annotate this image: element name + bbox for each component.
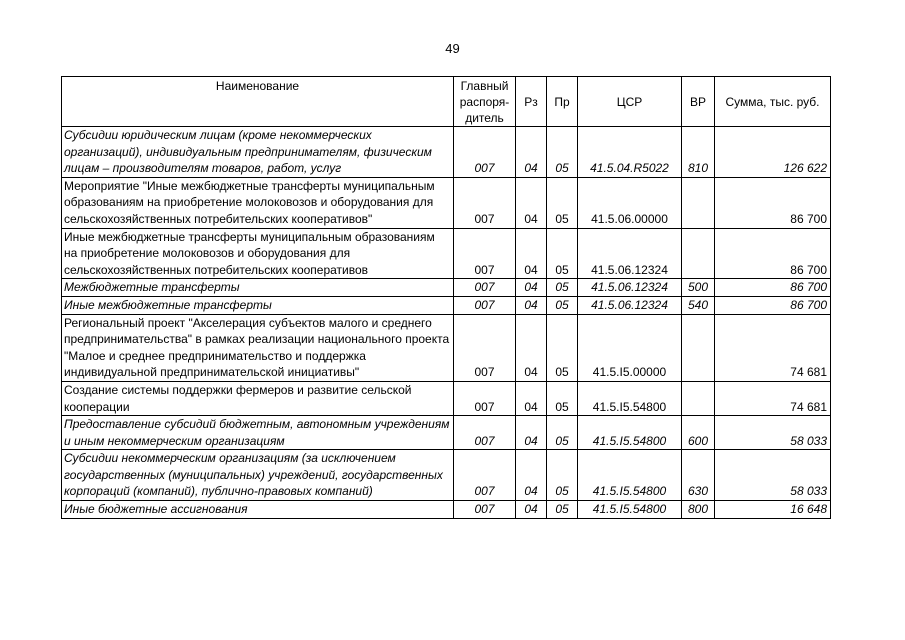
table-row (62, 314, 831, 381)
table-row (62, 228, 831, 279)
row-name: Субсидии юридическим лицам (кроме некоммерческих организаций), индивидуальным предпринимателям, физическим лицам – производителям товаров, работ, услуг (62, 127, 454, 178)
row-name: Иные межбюджетные трансферты (62, 296, 454, 314)
row-name: Региональный проект "Акселерация субъектов малого и среднего предпринимательства" в рамках реализации национального проекта "Малое и среднее предпринимательство и поддержка индивидуальной предпринимательской инициативы" (62, 314, 454, 381)
row-amount: 16 648 (715, 501, 831, 519)
row-name: Иные бюджетные ассигнования (62, 501, 454, 519)
row-subsection: 05 (547, 228, 578, 279)
row-main-manager: 007 (454, 450, 516, 501)
row-subsection: 05 (547, 501, 578, 519)
row-subsection: 05 (547, 450, 578, 501)
table-row (62, 450, 831, 501)
budget-table (61, 76, 831, 519)
row-target-article: 41.5.06.00000 (578, 177, 682, 228)
row-amount: 58 033 (715, 450, 831, 501)
row-expense-type: 500 (682, 279, 715, 297)
row-section: 04 (516, 296, 547, 314)
row-amount: 86 700 (715, 296, 831, 314)
row-section: 04 (516, 279, 547, 297)
row-target-article: 41.5.I5.00000 (578, 314, 682, 381)
row-name: Иные межбюджетные трансферты муниципальным образованиям на приобретение молоковозов и оборудования для сельскохозяйственных потребительских кооперативов (62, 228, 454, 279)
header-subsection: Пр (547, 77, 578, 127)
row-target-article: 41.5.06.12324 (578, 228, 682, 279)
row-main-manager: 007 (454, 296, 516, 314)
row-name: Предоставление субсидий бюджетным, автономным учреждениям и иным некоммерческим организациям (62, 416, 454, 450)
row-section: 04 (516, 416, 547, 450)
row-subsection: 05 (547, 314, 578, 381)
row-section: 04 (516, 127, 547, 178)
row-section: 04 (516, 450, 547, 501)
row-subsection: 05 (547, 296, 578, 314)
table-row (62, 177, 831, 228)
table-row (62, 416, 831, 450)
row-section: 04 (516, 177, 547, 228)
row-subsection: 05 (547, 127, 578, 178)
row-target-article: 41.5.I5.54800 (578, 501, 682, 519)
row-amount: 74 681 (715, 381, 831, 415)
row-expense-type (682, 314, 715, 381)
page-number: 49 (445, 41, 460, 56)
table-row (62, 127, 831, 178)
row-main-manager: 007 (454, 279, 516, 297)
header-name: Наименование (62, 77, 454, 127)
row-amount: 86 700 (715, 228, 831, 279)
row-subsection: 05 (547, 381, 578, 415)
header-amount: Сумма, тыс. руб. (715, 77, 831, 127)
row-subsection: 05 (547, 416, 578, 450)
row-subsection: 05 (547, 177, 578, 228)
row-name: Межбюджетные трансферты (62, 279, 454, 297)
row-name: Субсидии некоммерческим организациям (за исключением государственных (муниципальных) учреждений, государственных корпораций (компаний), публично-правовых компаний) (62, 450, 454, 501)
row-expense-type: 540 (682, 296, 715, 314)
row-section: 04 (516, 501, 547, 519)
header-target-article: ЦСР (578, 77, 682, 127)
row-expense-type (682, 228, 715, 279)
row-target-article: 41.5.I5.54800 (578, 416, 682, 450)
row-main-manager: 007 (454, 381, 516, 415)
row-name: Создание системы поддержки фермеров и развитие сельской кооперации (62, 381, 454, 415)
header-section: Рз (516, 77, 547, 127)
row-target-article: 41.5.I5.54800 (578, 450, 682, 501)
row-main-manager: 007 (454, 501, 516, 519)
table-row (62, 279, 831, 297)
row-expense-type: 600 (682, 416, 715, 450)
row-expense-type: 630 (682, 450, 715, 501)
row-amount: 126 622 (715, 127, 831, 178)
table-body (62, 127, 831, 519)
row-expense-type (682, 177, 715, 228)
row-target-article: 41.5.06.12324 (578, 296, 682, 314)
row-target-article: 41.5.04.R5022 (578, 127, 682, 178)
row-main-manager: 007 (454, 228, 516, 279)
row-section: 04 (516, 381, 547, 415)
row-main-manager: 007 (454, 127, 516, 178)
table-row (62, 381, 831, 415)
row-target-article: 41.5.I5.54800 (578, 381, 682, 415)
row-expense-type: 810 (682, 127, 715, 178)
row-main-manager: 007 (454, 177, 516, 228)
table-row (62, 501, 831, 519)
row-amount: 86 700 (715, 177, 831, 228)
row-amount: 58 033 (715, 416, 831, 450)
row-section: 04 (516, 314, 547, 381)
row-section: 04 (516, 228, 547, 279)
row-amount: 86 700 (715, 279, 831, 297)
header-expense-type: ВР (682, 77, 715, 127)
header-main-manager: Главный распоря-дитель (454, 77, 516, 127)
row-amount: 74 681 (715, 314, 831, 381)
table-header-row (62, 77, 831, 127)
row-subsection: 05 (547, 279, 578, 297)
row-main-manager: 007 (454, 416, 516, 450)
row-name: Мероприятие "Иные межбюджетные трансферты муниципальным образованиям на приобретение молоковозов и оборудования для сельскохозяйственных потребительских кооперативов" (62, 177, 454, 228)
row-main-manager: 007 (454, 314, 516, 381)
row-expense-type: 800 (682, 501, 715, 519)
row-target-article: 41.5.06.12324 (578, 279, 682, 297)
table-row (62, 296, 831, 314)
row-expense-type (682, 381, 715, 415)
